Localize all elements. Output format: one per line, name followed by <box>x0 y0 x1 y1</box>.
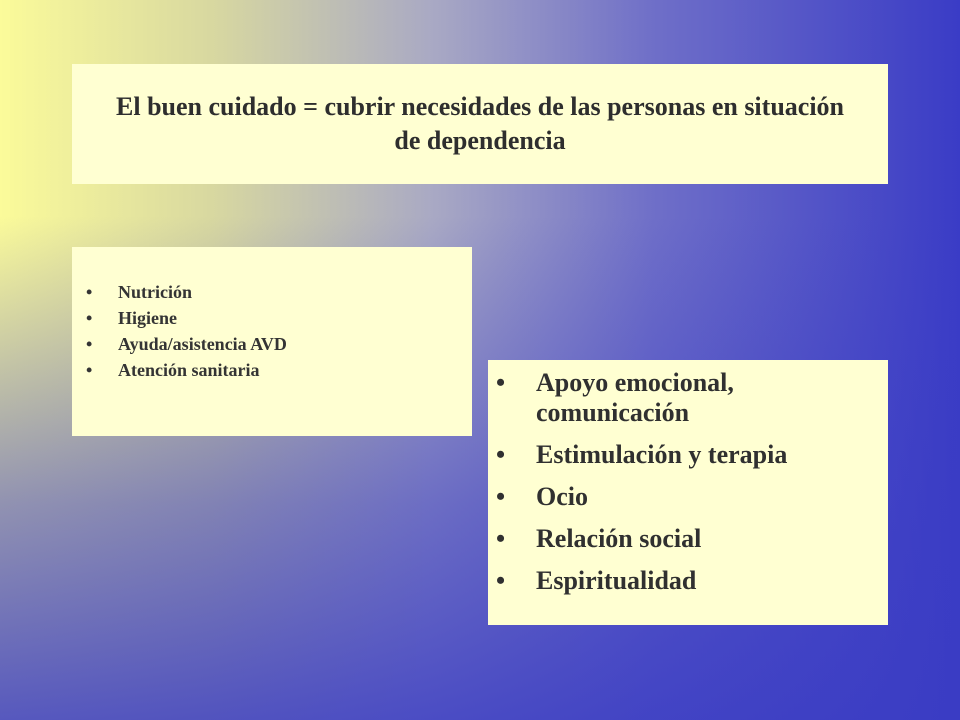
bullet-icon: • <box>496 566 506 595</box>
additional-needs-list <box>488 368 888 596</box>
list-item <box>488 440 888 470</box>
list-item <box>72 305 472 331</box>
list-item <box>72 279 472 305</box>
list-item-label: Ayuda/asistencia AVD <box>118 334 287 354</box>
list-item-label: Nutrición <box>118 282 192 302</box>
list-item <box>488 566 888 596</box>
bullet-icon: • <box>496 482 506 511</box>
slide-title: El buen cuidado = cubrir necesidades de las personas en situación de dependencia <box>116 92 844 155</box>
basic-needs-list <box>72 279 472 383</box>
list-item-label: Relación social <box>536 524 702 553</box>
list-item-label: Espiritualidad <box>536 566 697 595</box>
bullet-icon: • <box>496 524 506 553</box>
list-item <box>72 357 472 383</box>
list-item <box>488 482 888 512</box>
bullet-icon: • <box>496 368 506 397</box>
list-item <box>488 524 888 554</box>
list-item-label: Atención sanitaria <box>118 360 260 380</box>
bullet-icon: • <box>86 282 93 302</box>
list-item-label: Ocio <box>536 482 588 511</box>
basic-needs-box <box>72 247 472 436</box>
list-item-label: Estimulación y terapia <box>536 440 788 469</box>
bullet-icon: • <box>496 440 506 469</box>
bullet-icon: • <box>86 308 93 328</box>
list-item-label: Apoyo emocional, comunicación <box>536 368 734 427</box>
list-item <box>72 331 472 357</box>
list-item-label: Higiene <box>118 308 177 328</box>
list-item <box>488 368 888 428</box>
bullet-icon: • <box>86 334 93 354</box>
bullet-icon: • <box>86 360 93 380</box>
additional-needs-box <box>488 360 888 625</box>
title-box <box>72 64 888 184</box>
